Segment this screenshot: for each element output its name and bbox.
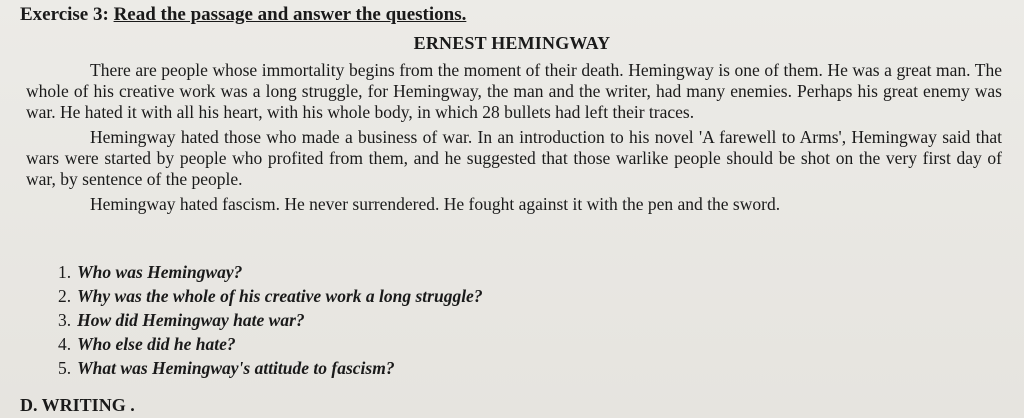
question-item <box>58 308 483 332</box>
question-list <box>58 260 483 380</box>
passage-body <box>26 60 1002 219</box>
question-item <box>58 260 483 284</box>
question-text: How did Hemingway hate war? <box>77 310 305 330</box>
question-text: Who else did he hate? <box>77 334 236 354</box>
question-item <box>58 284 483 308</box>
question-text: Who was Hemingway? <box>77 262 243 282</box>
exercise-label: Exercise 3: <box>20 4 109 25</box>
section-heading-writing: D. WRITING . <box>20 395 135 415</box>
question-item <box>58 332 483 356</box>
question-number: 4. <box>58 334 72 354</box>
exercise-heading <box>20 4 466 26</box>
passage-paragraph: Hemingway hated those who made a business of war. In an introduction to his novel 'A farewell to Arms', Hemingway said that wars were started by people who profited from them, and he suggested that those warlike people should be shot on the very first day of war, by sentence of the people. <box>26 127 1002 189</box>
exercise-instruction: Read the passage and answer the questions. <box>113 4 467 25</box>
question-number: 5. <box>58 358 72 378</box>
question-text: Why was the whole of his creative work a long struggle? <box>77 286 483 306</box>
question-number: 1. <box>58 262 72 282</box>
question-number: 2. <box>58 286 72 306</box>
question-item <box>58 356 483 380</box>
question-text: What was Hemingway's attitude to fascism? <box>77 358 395 378</box>
passage-paragraph: Hemingway hated fascism. He never surrendered. He fought against it with the pen and the sword. <box>90 194 781 214</box>
question-number: 3. <box>58 310 72 330</box>
passage-title: ERNEST HEMINGWAY <box>413 33 611 53</box>
passage-paragraph: There are people whose immortality begins from the moment of their death. Hemingway is one of them. He was a great man. The whole of his creative work was a long struggle, for Hemingway, the man and the writer, had many enemies. Perhaps his great enemy was war. He hated it with all his heart, with his whole body, in which 28 bullets had left their traces. <box>26 60 1002 122</box>
